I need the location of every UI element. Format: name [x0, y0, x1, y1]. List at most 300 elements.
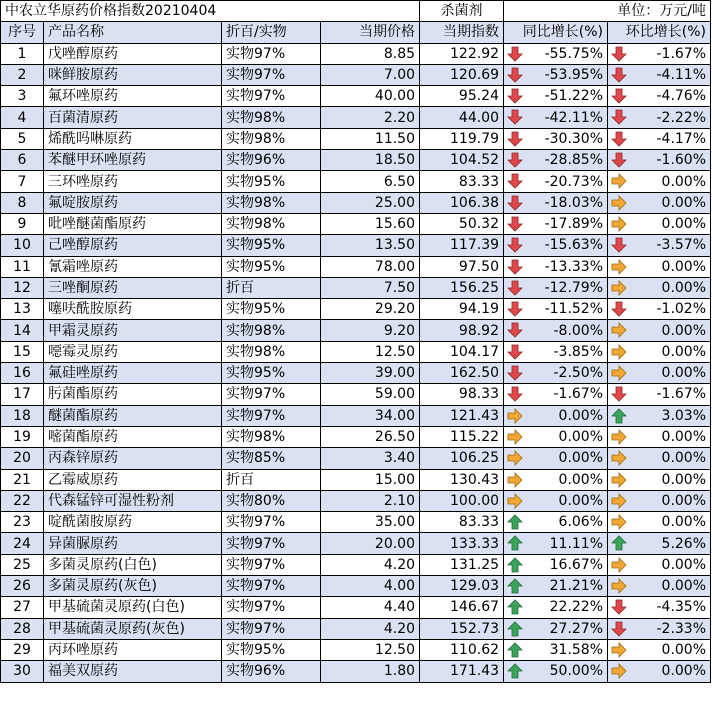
row-price: 1.80	[321, 661, 420, 682]
row-price: 20.00	[321, 533, 420, 554]
row-yoy	[504, 150, 608, 171]
row-seq: 9	[1, 213, 44, 234]
row-spec: 实物98%	[222, 107, 321, 128]
row-mom	[608, 576, 711, 597]
row-name: 甲基硫菌灵原药(灰色)	[44, 618, 222, 639]
arrow-down-icon	[507, 365, 523, 381]
row-seq: 7	[1, 171, 44, 192]
table-row	[1, 213, 711, 234]
row-mom-value: -1.67%	[656, 45, 707, 62]
row-seq: 3	[1, 86, 44, 107]
row-seq: 25	[1, 554, 44, 575]
row-mom-value: 0.00%	[661, 471, 707, 488]
row-seq: 15	[1, 341, 44, 362]
row-spec: 实物97%	[222, 64, 321, 85]
row-seq: 17	[1, 384, 44, 405]
table-row	[1, 192, 711, 213]
row-yoy	[504, 661, 608, 682]
arrow-flat-icon	[507, 429, 523, 445]
row-spec: 实物98%	[222, 341, 321, 362]
row-price: 4.00	[321, 576, 420, 597]
table-row	[1, 639, 711, 660]
row-index: 110.62	[420, 639, 504, 660]
row-spec: 实物95%	[222, 171, 321, 192]
table-row	[1, 107, 711, 128]
table-row	[1, 299, 711, 320]
row-spec: 实物96%	[222, 150, 321, 171]
arrow-down-icon	[611, 386, 627, 402]
row-index: 95.24	[420, 86, 504, 107]
row-name: 己唑醇原药	[44, 235, 222, 256]
row-yoy	[504, 277, 608, 298]
row-yoy-value: -53.95%	[544, 67, 604, 84]
row-yoy	[504, 512, 608, 533]
row-price: 7.50	[321, 277, 420, 298]
row-mom-value: 0.00%	[661, 514, 707, 531]
row-yoy	[504, 384, 608, 405]
arrow-down-icon	[507, 322, 523, 338]
row-index: 117.39	[420, 235, 504, 256]
row-yoy-value: 16.67%	[549, 556, 604, 573]
row-mom	[608, 128, 711, 149]
arrow-flat-icon	[611, 173, 627, 189]
row-name: 氟啶胺原药	[44, 192, 222, 213]
table-row	[1, 512, 711, 533]
row-yoy-value: -1.67%	[553, 386, 604, 403]
row-yoy	[504, 192, 608, 213]
row-seq: 10	[1, 235, 44, 256]
row-spec: 实物98%	[222, 128, 321, 149]
table-title: 中农立华原药价格指数20210404	[1, 1, 420, 22]
category-label: 杀菌剂	[420, 1, 504, 22]
header-index: 当期指数	[420, 22, 504, 43]
row-name: 噁霉灵原药	[44, 341, 222, 362]
row-spec: 实物97%	[222, 597, 321, 618]
row-mom	[608, 171, 711, 192]
row-spec: 实物97%	[222, 43, 321, 64]
row-name: 醚菌酯原药	[44, 405, 222, 426]
row-mom-value: -1.67%	[656, 386, 707, 403]
row-index: 171.43	[420, 661, 504, 682]
row-mom-value: 0.00%	[661, 492, 707, 509]
row-name: 肟菌酯原药	[44, 384, 222, 405]
arrow-flat-icon	[507, 472, 523, 488]
row-yoy	[504, 405, 608, 426]
row-name: 甲基硫菌灵原药(白色)	[44, 597, 222, 618]
table-row	[1, 448, 711, 469]
row-name: 氟硅唑原药	[44, 363, 222, 384]
arrow-down-icon	[507, 109, 523, 125]
row-mom-value: -4.35%	[656, 599, 707, 616]
row-spec: 折百	[222, 469, 321, 490]
table-row	[1, 576, 711, 597]
row-yoy-value: 0.00%	[558, 407, 604, 424]
row-index: 104.17	[420, 341, 504, 362]
arrow-flat-icon	[611, 642, 627, 658]
row-spec: 实物98%	[222, 320, 321, 341]
arrow-up-icon	[507, 557, 523, 573]
row-spec: 实物97%	[222, 405, 321, 426]
row-yoy	[504, 128, 608, 149]
row-index: 120.69	[420, 64, 504, 85]
arrow-down-icon	[611, 237, 627, 253]
row-mom-value: 0.00%	[661, 343, 707, 360]
arrow-down-icon	[507, 344, 523, 360]
arrow-down-icon	[611, 599, 627, 615]
row-mom-value: 0.00%	[661, 173, 707, 190]
row-yoy	[504, 576, 608, 597]
arrow-down-icon	[611, 131, 627, 147]
row-mom	[608, 363, 711, 384]
row-price: 12.50	[321, 341, 420, 362]
row-yoy-value: 31.58%	[549, 642, 604, 659]
arrow-down-icon	[507, 67, 523, 83]
row-seq: 22	[1, 490, 44, 511]
arrow-flat-icon	[611, 493, 627, 509]
row-mom-value: 0.00%	[661, 258, 707, 275]
row-yoy-value: 0.00%	[558, 450, 604, 467]
row-price: 15.60	[321, 213, 420, 234]
row-name: 嘧菌酯原药	[44, 426, 222, 447]
row-name: 丙环唑原药	[44, 639, 222, 660]
row-index: 146.67	[420, 597, 504, 618]
arrow-flat-icon	[611, 514, 627, 530]
row-yoy-value: 21.21%	[549, 578, 604, 595]
arrow-flat-icon	[611, 578, 627, 594]
arrow-flat-icon	[507, 450, 523, 466]
row-spec: 实物97%	[222, 554, 321, 575]
row-mom	[608, 299, 711, 320]
row-index: 106.38	[420, 192, 504, 213]
row-seq: 26	[1, 576, 44, 597]
arrow-flat-icon	[611, 450, 627, 466]
row-yoy-value: 11.11%	[549, 535, 604, 552]
row-price: 25.00	[321, 192, 420, 213]
row-yoy-value: -28.85%	[544, 152, 604, 169]
row-yoy	[504, 469, 608, 490]
row-price: 39.00	[321, 363, 420, 384]
row-yoy-value: 0.00%	[558, 492, 604, 509]
table-row	[1, 554, 711, 575]
table-row	[1, 618, 711, 639]
row-name: 戊唑醇原药	[44, 43, 222, 64]
row-mom	[608, 661, 711, 682]
row-mom-value: 0.00%	[661, 194, 707, 211]
table-row	[1, 661, 711, 682]
arrow-flat-icon	[611, 429, 627, 445]
arrow-down-icon	[507, 131, 523, 147]
row-name: 烯酰吗啉原药	[44, 128, 222, 149]
row-index: 104.52	[420, 150, 504, 171]
row-seq: 20	[1, 448, 44, 469]
row-seq: 18	[1, 405, 44, 426]
row-yoy	[504, 426, 608, 447]
row-name: 噻呋酰胺原药	[44, 299, 222, 320]
row-spec: 实物97%	[222, 576, 321, 597]
row-price: 2.20	[321, 107, 420, 128]
row-yoy-value: -11.52%	[544, 301, 604, 318]
row-yoy	[504, 320, 608, 341]
table-row	[1, 150, 711, 171]
table-row	[1, 171, 711, 192]
row-mom	[608, 192, 711, 213]
row-seq: 28	[1, 618, 44, 639]
row-spec: 实物97%	[222, 384, 321, 405]
row-yoy	[504, 639, 608, 660]
row-index: 133.33	[420, 533, 504, 554]
arrow-flat-icon	[611, 365, 627, 381]
row-yoy	[504, 43, 608, 64]
arrow-down-icon	[611, 88, 627, 104]
row-mom-value: -2.22%	[656, 109, 707, 126]
arrow-down-icon	[611, 621, 627, 637]
row-price: 4.20	[321, 554, 420, 575]
title-row	[1, 1, 711, 22]
table-row	[1, 320, 711, 341]
row-index: 162.50	[420, 363, 504, 384]
row-yoy-value: 50.00%	[549, 663, 604, 680]
row-seq: 24	[1, 533, 44, 554]
row-index: 119.79	[420, 128, 504, 149]
arrow-flat-icon	[611, 280, 627, 296]
row-yoy	[504, 448, 608, 469]
arrow-down-icon	[507, 173, 523, 189]
row-name: 丙森锌原药	[44, 448, 222, 469]
row-name: 甲霜灵原药	[44, 320, 222, 341]
table-row	[1, 469, 711, 490]
row-seq: 6	[1, 150, 44, 171]
row-mom	[608, 639, 711, 660]
row-index: 131.25	[420, 554, 504, 575]
table-row	[1, 86, 711, 107]
arrow-down-icon	[611, 67, 627, 83]
row-seq: 29	[1, 639, 44, 660]
table-row	[1, 490, 711, 511]
arrow-down-icon	[507, 386, 523, 402]
row-spec: 实物98%	[222, 213, 321, 234]
row-mom	[608, 107, 711, 128]
arrow-up-icon	[507, 514, 523, 530]
row-price: 78.00	[321, 256, 420, 277]
row-yoy	[504, 107, 608, 128]
row-mom-value: -4.17%	[656, 130, 707, 147]
row-mom-value: -2.33%	[656, 620, 707, 637]
row-seq: 5	[1, 128, 44, 149]
row-yoy-value: -12.79%	[544, 280, 604, 296]
row-mom	[608, 235, 711, 256]
row-name: 三环唑原药	[44, 171, 222, 192]
row-yoy-value: -15.63%	[544, 237, 604, 254]
row-name: 苯醚甲环唑原药	[44, 150, 222, 171]
arrow-down-icon	[507, 46, 523, 62]
arrow-up-icon	[611, 535, 627, 551]
arrow-flat-icon	[507, 408, 523, 424]
row-index: 129.03	[420, 576, 504, 597]
row-price: 59.00	[321, 384, 420, 405]
arrow-flat-icon	[611, 216, 627, 232]
row-mom-value: 0.00%	[661, 216, 707, 233]
row-yoy-value: -17.89%	[544, 216, 604, 233]
arrow-down-icon	[507, 301, 523, 317]
header-row	[1, 22, 711, 43]
row-price: 13.50	[321, 235, 420, 256]
row-price: 11.50	[321, 128, 420, 149]
row-price: 6.50	[321, 171, 420, 192]
row-seq: 1	[1, 43, 44, 64]
row-spec: 实物95%	[222, 639, 321, 660]
row-yoy	[504, 299, 608, 320]
row-yoy-value: 22.22%	[549, 599, 604, 616]
row-mom-value: 0.00%	[661, 429, 707, 446]
row-spec: 实物97%	[222, 512, 321, 533]
row-yoy-value: 6.06%	[558, 514, 604, 531]
row-spec: 实物98%	[222, 426, 321, 447]
row-price: 35.00	[321, 512, 420, 533]
row-price: 2.10	[321, 490, 420, 511]
row-name: 啶酰菌胺原药	[44, 512, 222, 533]
row-mom	[608, 150, 711, 171]
row-mom-value: 0.00%	[661, 663, 707, 680]
row-yoy-value: -51.22%	[544, 88, 604, 105]
row-mom-value: -4.11%	[656, 67, 707, 84]
arrow-flat-icon	[507, 493, 523, 509]
row-index: 121.43	[420, 405, 504, 426]
arrow-down-icon	[507, 88, 523, 104]
row-mom	[608, 405, 711, 426]
row-price: 3.40	[321, 448, 420, 469]
table-row	[1, 235, 711, 256]
row-seq: 23	[1, 512, 44, 533]
row-yoy-value: 27.27%	[549, 620, 604, 637]
arrow-flat-icon	[611, 663, 627, 679]
arrow-down-icon	[507, 195, 523, 211]
table-row	[1, 405, 711, 426]
row-mom	[608, 384, 711, 405]
row-yoy	[504, 213, 608, 234]
row-index: 44.00	[420, 107, 504, 128]
arrow-up-icon	[507, 642, 523, 658]
row-mom	[608, 64, 711, 85]
row-mom-value: 5.26%	[661, 535, 707, 552]
row-mom-value: -1.02%	[656, 301, 707, 318]
row-mom	[608, 277, 711, 298]
row-spec: 实物95%	[222, 363, 321, 384]
row-yoy-value: -30.30%	[544, 130, 604, 147]
table-row	[1, 363, 711, 384]
arrow-down-icon	[611, 46, 627, 62]
row-mom-value: 0.00%	[661, 642, 707, 659]
row-spec: 实物97%	[222, 618, 321, 639]
header-mom: 环比增长(%)	[608, 22, 711, 43]
row-mom	[608, 448, 711, 469]
row-seq: 21	[1, 469, 44, 490]
row-spec: 实物95%	[222, 256, 321, 277]
row-mom-value: 3.03%	[661, 407, 707, 424]
table-row	[1, 341, 711, 362]
row-index: 97.50	[420, 256, 504, 277]
arrow-flat-icon	[611, 344, 627, 360]
row-name: 代森锰锌可湿性粉剂	[44, 490, 222, 511]
row-mom-value: -4.76%	[656, 88, 707, 105]
arrow-up-icon	[507, 599, 523, 615]
row-seq: 12	[1, 277, 44, 298]
row-yoy-value: -2.50%	[553, 365, 604, 382]
row-price: 18.50	[321, 150, 420, 171]
row-mom	[608, 554, 711, 575]
arrow-flat-icon	[611, 322, 627, 338]
row-index: 83.33	[420, 512, 504, 533]
row-seq: 2	[1, 64, 44, 85]
row-yoy	[504, 86, 608, 107]
unit-label: 单位：万元/吨	[504, 1, 711, 22]
row-price: 12.50	[321, 639, 420, 660]
row-mom-value: 0.00%	[661, 578, 707, 595]
row-index: 94.19	[420, 299, 504, 320]
row-spec: 实物95%	[222, 299, 321, 320]
row-yoy	[504, 341, 608, 362]
row-yoy	[504, 490, 608, 511]
arrow-flat-icon	[611, 195, 627, 211]
row-price: 15.00	[321, 469, 420, 490]
row-index: 156.25	[420, 277, 504, 298]
table-row	[1, 128, 711, 149]
row-mom-value: 0.00%	[661, 365, 707, 382]
row-mom	[608, 320, 711, 341]
row-spec: 折百	[222, 277, 321, 298]
row-index: 98.33	[420, 384, 504, 405]
row-name: 咪鲜胺原药	[44, 64, 222, 85]
row-yoy	[504, 554, 608, 575]
row-mom	[608, 618, 711, 639]
row-yoy-value: -13.33%	[544, 258, 604, 275]
arrow-down-icon	[507, 152, 523, 168]
arrow-up-icon	[507, 663, 523, 679]
row-price: 8.85	[321, 43, 420, 64]
row-seq: 11	[1, 256, 44, 277]
row-seq: 19	[1, 426, 44, 447]
row-price: 26.50	[321, 426, 420, 447]
row-index: 100.00	[420, 490, 504, 511]
row-yoy	[504, 597, 608, 618]
row-name: 氰霜唑原药	[44, 256, 222, 277]
table-row	[1, 384, 711, 405]
row-yoy	[504, 256, 608, 277]
row-yoy-value: 0.00%	[558, 471, 604, 488]
row-name: 多菌灵原药(白色)	[44, 554, 222, 575]
row-price: 9.20	[321, 320, 420, 341]
arrow-down-icon	[507, 237, 523, 253]
arrow-down-icon	[507, 259, 523, 275]
row-spec: 实物95%	[222, 235, 321, 256]
row-name: 异菌脲原药	[44, 533, 222, 554]
header-price: 当期价格	[321, 22, 420, 43]
row-mom	[608, 469, 711, 490]
row-spec: 实物97%	[222, 86, 321, 107]
row-index: 152.73	[420, 618, 504, 639]
row-mom	[608, 341, 711, 362]
row-spec: 实物98%	[222, 192, 321, 213]
table-row	[1, 277, 711, 298]
row-mom-value: 0.00%	[661, 280, 707, 296]
arrow-down-icon	[611, 301, 627, 317]
arrow-down-icon	[507, 216, 523, 232]
row-mom	[608, 43, 711, 64]
row-index: 106.25	[420, 448, 504, 469]
row-price: 40.00	[321, 86, 420, 107]
row-name: 三唑酮原药	[44, 277, 222, 298]
row-index: 130.43	[420, 469, 504, 490]
row-yoy	[504, 533, 608, 554]
